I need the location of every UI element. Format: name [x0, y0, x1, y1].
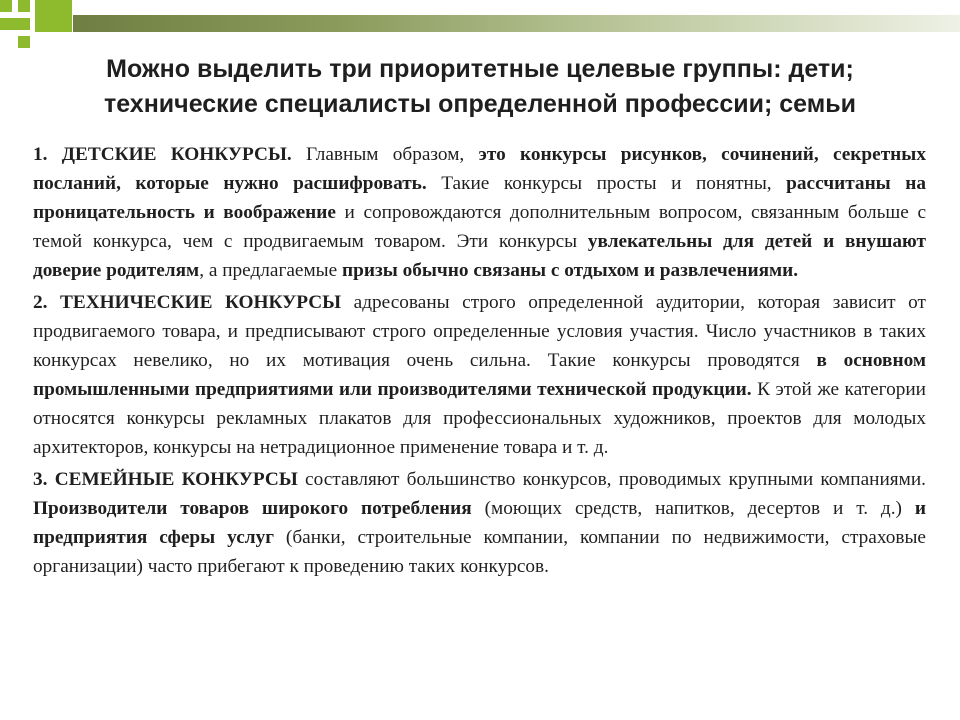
- header-gradient-bar: [73, 15, 960, 32]
- text-run: Такие конкурсы просты и понятны,: [426, 173, 787, 194]
- corner-square-mid-left: [0, 18, 30, 30]
- corner-square-top-left: [0, 0, 12, 12]
- corner-square-big: [35, 0, 72, 32]
- paragraph-family-contests: [33, 465, 926, 581]
- bold-text-run: 2. ТЕХНИЧЕСКИЕ КОНКУРСЫ: [33, 292, 342, 313]
- text-run: (моющих средств, напитков, десертов и т. д.): [471, 498, 915, 519]
- text-run: (банки, строительные компании, компании по недвижимости, страховые организации) часто прибегают к проведению таких конкурсов.: [33, 527, 926, 577]
- bold-text-run: это конкурсы рисунков, сочинений, секретных посланий, которые нужно расшифровать.: [33, 144, 926, 194]
- paragraph-children-contests: [33, 140, 926, 285]
- bold-text-run: призы обычно связаны с отдыхом и развлечениями.: [342, 260, 799, 281]
- text-run: составляют большинство конкурсов, проводимых крупными компаниями.: [297, 469, 926, 490]
- text-run: , а предлагаемые: [199, 260, 343, 281]
- slide-body: [33, 140, 926, 584]
- bold-text-run: 3. СЕМЕЙНЫЕ КОНКУРСЫ: [33, 469, 298, 490]
- bold-text-run: в основном промышленными предприятиями или производителями технической продукции.: [33, 350, 926, 400]
- bold-text-run: и предприятия сферы услуг: [33, 498, 926, 548]
- text-run: и сопровождаются дополнительным вопросом, связанным больше с темой конкурса, чем с продвигаемым товаром. Эти конкурсы: [33, 202, 926, 252]
- slide-title-line-1: Можно выделить три приоритетные целевые группы: дети;: [106, 55, 854, 83]
- slide-title-line-2: технические специалисты определенной профессии; семьи: [103, 90, 856, 118]
- corner-square-bottom: [18, 36, 30, 48]
- text-run: Главным образом,: [291, 144, 479, 165]
- bold-text-run: 1. ДЕТСКИЕ КОНКУРСЫ.: [33, 144, 292, 165]
- slide-title: [30, 52, 930, 122]
- text-run: К этой же категории относятся конкурсы рекламных плакатов для профессиональных художников, проектов для молодых архитекторов, конкурсы на нетрадиционное применение товара и т. д.: [33, 379, 926, 458]
- text-run: адресованы строго определенной аудитории, которая зависит от продвигаемого товара, и предписывают строго определенные условия участия. Число участников в таких конкурсах невелико, но их мотивация очень сильна. Такие конкурсы проводятся: [33, 292, 926, 371]
- bold-text-run: увлекательны для детей и внушают доверие родителям: [33, 231, 927, 281]
- bold-text-run: Производители товаров широкого потребления: [33, 498, 472, 519]
- corner-square-top-right: [18, 0, 30, 12]
- paragraph-technical-contests: [33, 288, 926, 462]
- bold-text-run: рассчитаны на проницательность и воображение: [33, 173, 926, 223]
